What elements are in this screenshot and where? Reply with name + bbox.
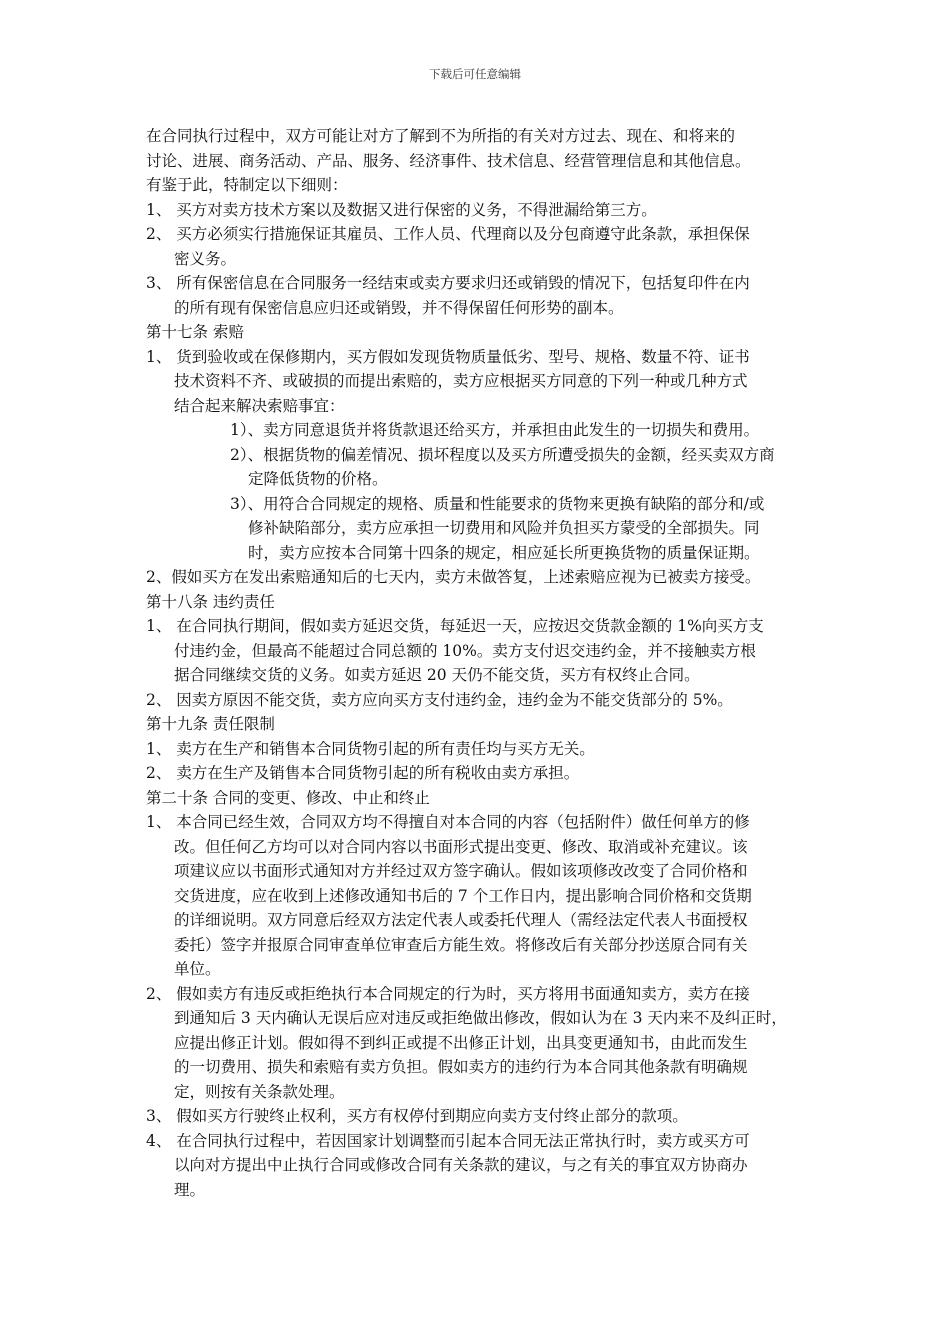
text-line: 2、 卖方在生产及销售本合同货物引起的所有税收由卖方承担。 <box>146 764 580 782</box>
text-line: 定，则按有关条款处理。 <box>174 1082 345 1101</box>
text-line: 2、假如买方在发出索赔通知后的七天内，卖方未做答复，上述索赔应视为已被卖方接受。 <box>146 568 761 586</box>
text-line: 第十八条 违约责任 <box>146 592 275 611</box>
text-line: 理。 <box>174 1180 206 1199</box>
text-line: 到通知后 3 天内确认无误后应对违反或拒绝做出修改，假如认为在 3 天内来不及纠正时， <box>174 1009 787 1027</box>
text-line: 1）、卖方同意退货并将货款退还给买方，并承担由此发生的一切损失和费用。 <box>230 421 760 439</box>
text-line: 第二十条 合同的变更、修改、中止和终止 <box>146 788 430 807</box>
text-line: 以向对方提出中止执行合同或修改合同有关条款的建议，与之有关的事宜双方协商办 <box>174 1156 748 1174</box>
text-line: 的详细说明。双方同意后经双方法定代表人或委托代理人（需经法定代表人书面授权 <box>174 911 748 929</box>
text-line: 交货进度，应在收到上述修改通知书后的 7 个工作日内，提出影响合同价格和交货期 <box>174 886 752 905</box>
text-line: 据合同继续交货的义务。如卖方延迟 20 天仍不能交货，买方有权终止合同。 <box>174 666 700 684</box>
text-line: 结合起来解决索赔事宜： <box>174 396 345 415</box>
text-line: 的所有现有保密信息应归还或销毁，并不得保留任何形势的副本。 <box>174 298 624 317</box>
text-line: 1、 卖方在生产和销售本合同货物引起的所有责任均与买方无关。 <box>146 739 595 758</box>
text-line: 第十九条 责任限制 <box>146 715 275 733</box>
text-line: 1、 货到验收或在保修期内，买方假如发现货物质量低劣、型号、规格、数量不符、证书 <box>146 347 750 366</box>
text-line: 单位。 <box>174 960 221 978</box>
text-line: 1、 在合同执行期间，假如卖方延迟交货，每延迟一天，应按迟交货款金额的 1%向买方支 <box>146 617 764 635</box>
document-body <box>146 124 814 1202</box>
text-line: 修补缺陷部分，卖方应承担一切费用和风险并负担买方蒙受的全部损失。同 <box>248 519 760 537</box>
text-line: 4、 在合同执行过程中，若因国家计划调整而引起本合同无法正常执行时，卖方或买方可 <box>146 1131 750 1150</box>
text-line: 的一切费用、损失和索赔有卖方负担。假如卖方的违约行为本合同其他条款有明确规 <box>174 1058 748 1076</box>
text-line: 第十七条 索赔 <box>146 323 244 341</box>
text-line: 1、 本合同已经生效，合同双方均不得擅自对本合同的内容（包括附件）做任何单方的修 <box>146 813 750 831</box>
text-line: 付违约金，但最高不能超过合同总额的 10%。卖方支付迟交违约金，并不接触卖方根 <box>174 641 756 660</box>
text-line: 时，卖方应按本合同第十四条的规定，相应延长所更换货物的质量保证期。 <box>248 543 760 562</box>
text-line: 在合同执行过程中，双方可能让对方了解到不为所指的有关对方过去、现在、和将来的 <box>146 127 736 145</box>
page-header: 下载后可任意编辑 <box>429 67 521 81</box>
text-line: 2、 买方必须实行措施保证其雇员、工作人员、代理商以及分包商遵守此条款，承担保保 <box>146 225 750 243</box>
text-line: 应提出修正计划。假如得不到纠正或提不出修正计划，出具变更通知书，由此而发生 <box>174 1033 748 1052</box>
text-line: 3）、用符合合同规定的规格、质量和性能要求的货物来更换有缺陷的部分和/或 <box>230 494 765 513</box>
text-line: 1、 买方对卖方技术方案以及数据又进行保密的义务，不得泄漏给第三方。 <box>146 200 657 219</box>
text-line: 3、 假如买方行驶终止权利，买方有权停付到期应向卖方支付终止部分的款项。 <box>146 1107 688 1125</box>
text-line: 技术资料不齐、或破损的而提出索赔的，卖方应根据买方同意的下列一种或几种方式 <box>174 372 748 390</box>
text-line: 2、 假如卖方有违反或拒绝执行本合同规定的行为时，买方将用书面通知卖方，卖方在接 <box>146 984 750 1003</box>
text-line: 2）、根据货物的偏差情况、损坏程度以及买方所遭受损失的金额，经买卖双方商 <box>230 445 775 464</box>
text-line: 密义务。 <box>174 249 237 268</box>
text-line: 有鉴于此，特制定以下细则： <box>146 176 348 194</box>
text-line: 项建议应以书面形式通知对方并经过双方签字确认。假如该项修改改变了合同价格和 <box>174 862 748 880</box>
text-line: 改。但任何乙方均可以对合同内容以书面形式提出变更、修改、取消或补充建议。该 <box>174 837 748 856</box>
text-line: 委托）签字并报原合同审查单位审查后方能生效。将修改后有关部分抄送原合同有关 <box>174 935 748 954</box>
text-line: 3、 所有保密信息在合同服务一经结束或卖方要求归还或销毁的情况下，包括复印件在内 <box>146 274 750 292</box>
text-line: 讨论、进展、商务活动、产品、服务、经济事件、技术信息、经营管理信息和其他信息。 <box>146 151 751 170</box>
text-line: 定降低货物的价格。 <box>248 470 388 488</box>
text-line: 2、 因卖方原因不能交货，卖方应向买方支付违约金，违约金为不能交货部分的 5%。 <box>146 690 733 709</box>
